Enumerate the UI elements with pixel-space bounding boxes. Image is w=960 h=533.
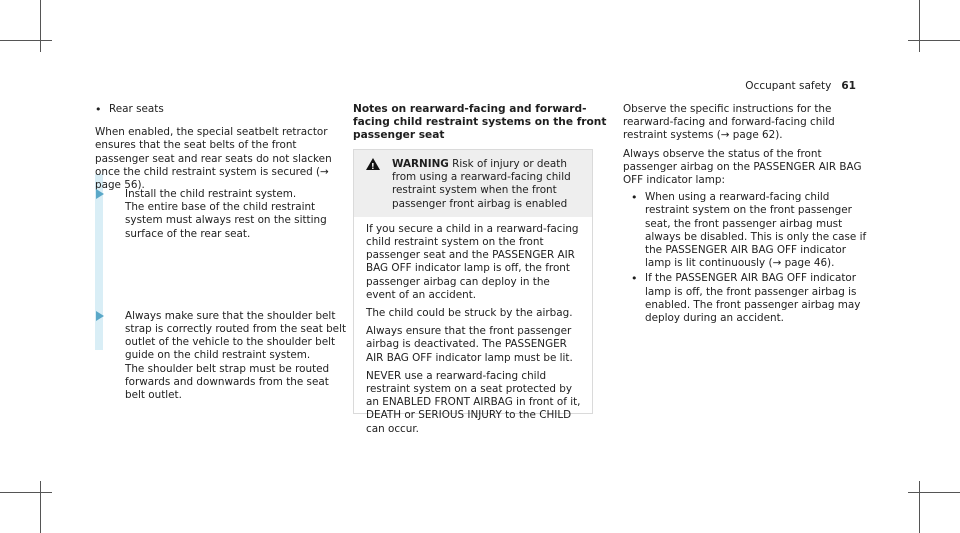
right-column [623,103,873,325]
warning-para-1: If you secure a child in a rearward-facing child restraint system on the front passenger seat and the PASSENGER AIR BAG OFF indicator lamp is off, the front passenger airbag can deploy in the event of an accident. [366,222,579,301]
warning-para-3: Always ensure that the front passenger airbag is deactivated. The PASSENGER AIR BAG OFF indicator lamp must be lit. [366,325,573,364]
warning-para-4: NEVER use a rearward-facing child restraint system on a seat protected by an ENABLED FRONT AIRBAG in front of it, DEATH or SERIOUS INJURY to the CHILD can occur. [366,369,581,435]
page-header [745,80,856,92]
instruction-sidebar [95,174,103,350]
step2-detail: The shoulder belt strap must be routed forwards and downwards from the seat belt outlet. [125,362,330,402]
warning-body [354,217,592,436]
warning-text: Risk of injury or death from using a rearward-facing child restraint system when the front passenger front airbag is enabled [392,158,571,210]
right-bullet-1: • When using a rearward-facing child restraint system on the front passenger seat, the front passenger airbag must always be disabled. This is only the case if the PASSENGER AIR BAG OFF indicator lamp is lit continuously (→ page 46). [631,191,873,270]
warning-header [354,150,592,217]
crop-mark [40,0,41,52]
crop-mark [0,40,52,41]
left-column [95,103,345,192]
section-title: Occupant safety [745,80,832,92]
step1-text: Install the child restraint system. [125,188,297,200]
warning-label: WARNING [392,158,449,170]
step-arrow-icon [96,311,104,321]
crop-mark [0,492,52,493]
warning-box [353,149,593,435]
warning-para-2: The child could be struck by the airbag. [366,307,573,320]
right-para-2: Always observe the status of the front passenger airbag on the PASSENGER AIR BAG OFF indicator lamp: [623,147,862,187]
right-para-1: Observe the specific instructions for the rearward-facing and forward-facing child restraint systems (→ page 62). [623,103,835,142]
crop-mark [919,481,920,533]
bullet-rear-seats: • Rear seats [95,103,345,116]
intro-text: When enabled, the special seatbelt retractor ensures that the seat belts of the front passenger seat and rear seats do not slacken once the child restraint system is secured (→ page 56). [95,126,332,192]
step-arrow-icon [96,189,104,199]
right-bullet-2: • If the PASSENGER AIR BAG OFF indicator lamp is off, the front passenger airbag is enabled. The front passenger airbag may deploy during an accident. [631,272,873,325]
section-heading: Notes on rearward-facing and forward-facing child restraint systems on the front passenger seat [353,103,607,141]
crop-mark [40,481,41,533]
crop-mark [908,492,960,493]
step-install [125,188,347,241]
step1-detail: The entire base of the child restraint system must always rest on the sitting surface of the rear seat. [125,201,327,240]
step2-text: Always make sure that the shoulder belt strap is correctly routed from the seat belt outlet of the vehicle to the shoulder belt guide on the child restraint system. [125,309,347,362]
warning-triangle-icon: ! [366,158,380,170]
page-number: 61 [841,80,856,92]
crop-mark [919,0,920,52]
step-shoulder-belt [125,310,347,402]
crop-mark [908,40,960,41]
